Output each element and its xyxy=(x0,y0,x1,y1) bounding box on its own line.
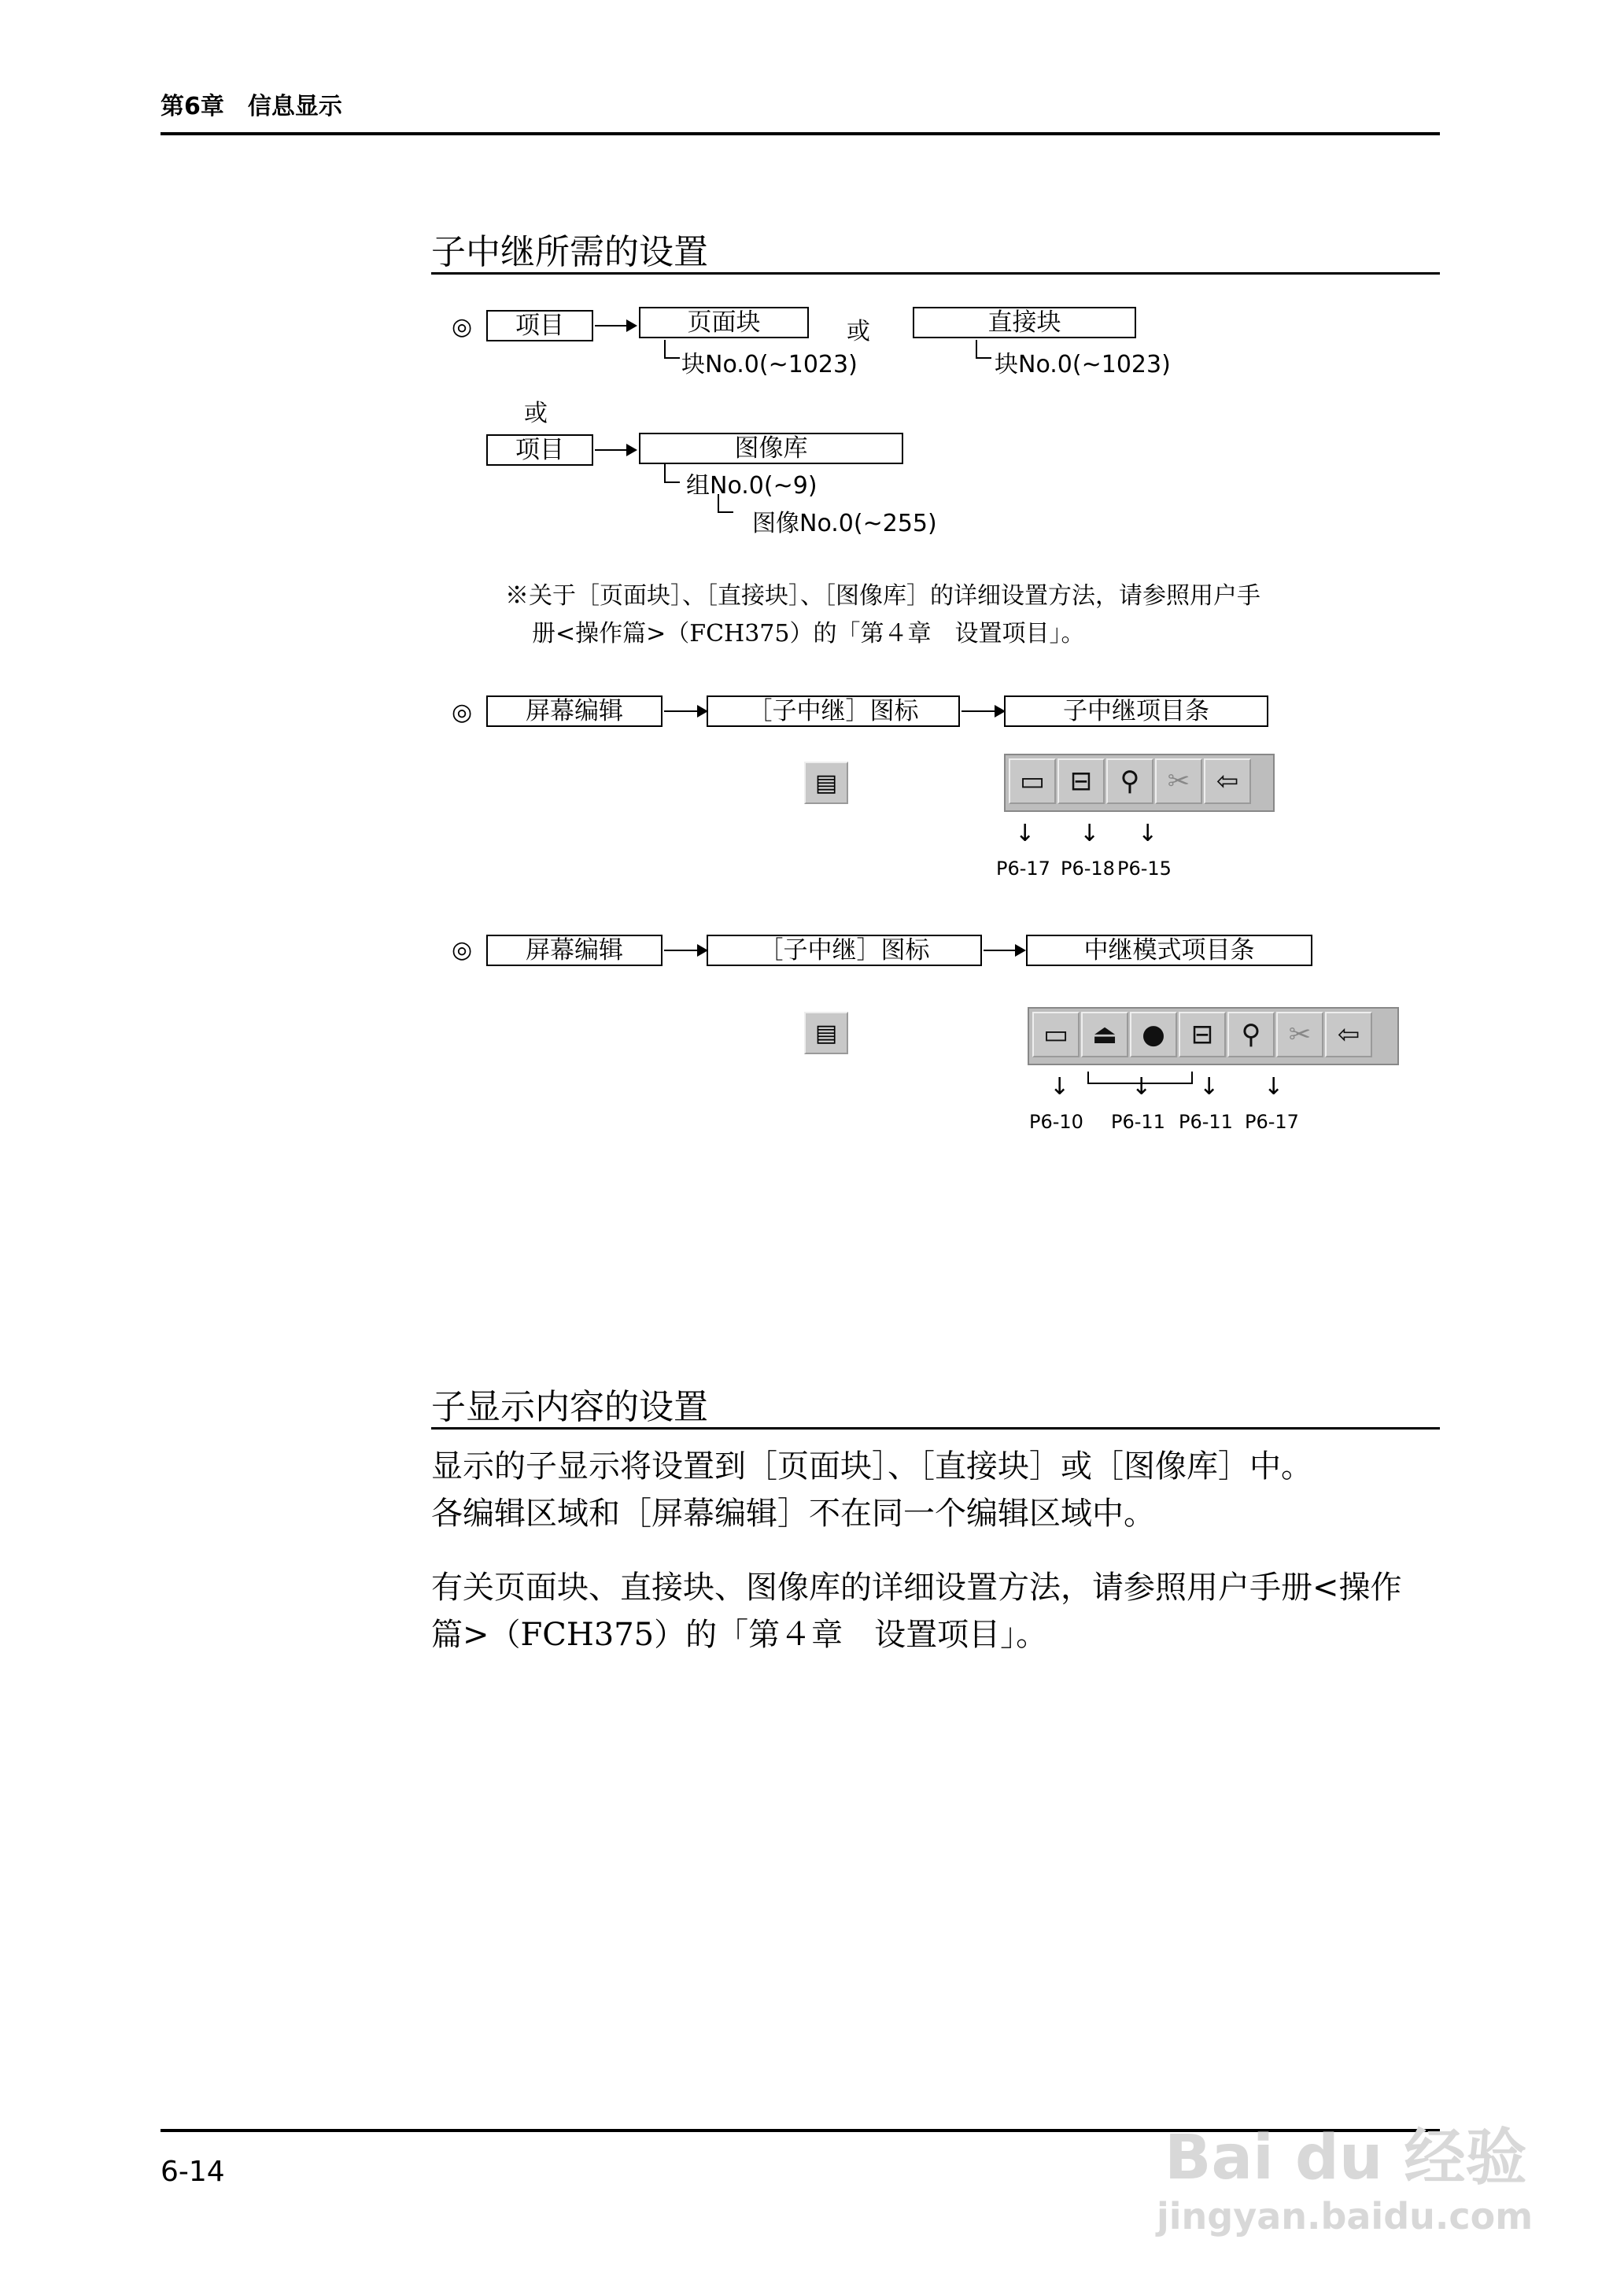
header-rule xyxy=(161,132,1440,135)
arrow-2 xyxy=(595,449,636,451)
group-sub: 组No.0(~9) xyxy=(686,472,818,500)
section2-title: 子显示内容的设置 xyxy=(431,1387,708,1427)
exit-icon[interactable]: ⇦ xyxy=(1204,758,1251,804)
or-label-2: 或 xyxy=(524,400,548,427)
ref-arrow-6: ↓ xyxy=(1199,1073,1220,1101)
section2-p2-line2: 篇>（FCH375）的「第４章 设置项目」。 xyxy=(431,1617,1048,1653)
stamp-icon[interactable]: ⏏ xyxy=(1081,1012,1128,1057)
frame-icon[interactable]: ⊟ xyxy=(1179,1012,1226,1057)
flow2-arrow-2 xyxy=(984,950,1024,951)
ref-arrow-4: ↓ xyxy=(1050,1073,1070,1101)
flow1-sub-relay-icon: ［子中继］图标 xyxy=(707,695,960,727)
arrow-1 xyxy=(595,325,636,326)
ref-label: P6-15 xyxy=(1117,858,1172,880)
ref-label: P6-10 xyxy=(1029,1111,1083,1133)
ref-label: P6-11 xyxy=(1179,1111,1233,1133)
exit-icon[interactable]: ⇦ xyxy=(1325,1012,1372,1057)
section1-rule xyxy=(431,272,1440,275)
note-line-1: ※关于［页面块］、［直接块］、［图像库］的详细设置方法，请参照用户手 xyxy=(505,582,1260,610)
sub-relay-icon: ▤ xyxy=(804,1012,848,1054)
elbow-3 xyxy=(664,464,680,483)
ref-label: P6-11 xyxy=(1111,1111,1165,1133)
scissors-icon[interactable]: ✂ xyxy=(1276,1012,1323,1057)
flow1-screen-edit: 屏幕编辑 xyxy=(486,695,663,727)
section2-p1-line1: 显示的子显示将设置到［页面块］、［直接块］或［图像库］中。 xyxy=(431,1448,1312,1485)
scissors-icon[interactable]: ✂ xyxy=(1155,758,1202,804)
page-number: 6-14 xyxy=(161,2156,225,2188)
ref-arrow-5: ↓ xyxy=(1131,1073,1152,1101)
page-block-sub: 块No.0(~1023) xyxy=(681,351,858,378)
sub-relay-icon: ▤ xyxy=(804,762,848,804)
rectangle-icon[interactable]: ▭ xyxy=(1009,758,1056,804)
flow1-arrow-1 xyxy=(664,710,707,712)
ref-label: P6-17 xyxy=(1245,1111,1299,1133)
elbow-4 xyxy=(718,494,733,513)
magnifier-icon[interactable]: ⚲ xyxy=(1227,1012,1275,1057)
ref-label: P6-18 xyxy=(1061,858,1115,880)
direct-block-box: 直接块 xyxy=(913,307,1136,338)
ref-arrow-3: ↓ xyxy=(1138,820,1158,847)
flow1-sub-relay-bar: 子中继项目条 xyxy=(1004,695,1268,727)
lamp-icon[interactable]: ● xyxy=(1130,1012,1177,1057)
bullet-1: ◎ xyxy=(452,313,473,341)
section2-p2-line1: 有关页面块、直接块、图像库的详细设置方法，请参照用户手册<操作 xyxy=(431,1570,1402,1606)
item-box-1: 项目 xyxy=(486,310,593,341)
page-block-box: 页面块 xyxy=(639,307,809,338)
ref-arrow-2: ↓ xyxy=(1080,820,1100,847)
flow2-arrow-1 xyxy=(664,950,707,951)
bullet-2: ◎ xyxy=(452,699,473,726)
note-line-2: 册<操作篇>（FCH375）的「第４章 设置项目」。 xyxy=(532,620,1085,647)
item-box-2: 项目 xyxy=(486,434,593,466)
frame-icon[interactable]: ⊟ xyxy=(1057,758,1105,804)
ref-arrow-1: ↓ xyxy=(1015,820,1035,847)
bullet-3: ◎ xyxy=(452,936,473,964)
ref-label: P6-17 xyxy=(996,858,1050,880)
or-label-1: 或 xyxy=(847,318,870,345)
direct-block-sub: 块No.0(~1023) xyxy=(995,351,1171,378)
flow2-relay-mode-bar: 中继模式项目条 xyxy=(1026,935,1312,966)
flow2-sub-relay-icon: ［子中继］图标 xyxy=(707,935,982,966)
section2-rule xyxy=(431,1427,1440,1430)
sub-relay-toolbar xyxy=(1004,754,1275,812)
library-box: 图像库 xyxy=(639,433,903,464)
chapter-header: 第6章 信息显示 xyxy=(161,93,342,120)
ref-arrow-7: ↓ xyxy=(1264,1073,1284,1101)
flow1-arrow-2 xyxy=(961,710,1004,712)
flow2-screen-edit: 屏幕编辑 xyxy=(486,935,663,966)
section2-p1-line2: 各编辑区域和［屏幕编辑］不在同一个编辑区域中。 xyxy=(431,1496,1155,1532)
watermark-logo: Bai du 经验 xyxy=(1164,2123,1527,2193)
elbow-1 xyxy=(664,340,680,359)
section1-title: 子中继所需的设置 xyxy=(431,232,708,272)
elbow-2 xyxy=(976,340,991,359)
magnifier-icon[interactable]: ⚲ xyxy=(1106,758,1153,804)
rectangle-icon[interactable]: ▭ xyxy=(1032,1012,1080,1057)
image-sub: 图像No.0(~255) xyxy=(752,510,937,537)
relay-mode-toolbar xyxy=(1028,1007,1399,1065)
watermark-url: jingyan.baidu.com xyxy=(1157,2195,1534,2238)
